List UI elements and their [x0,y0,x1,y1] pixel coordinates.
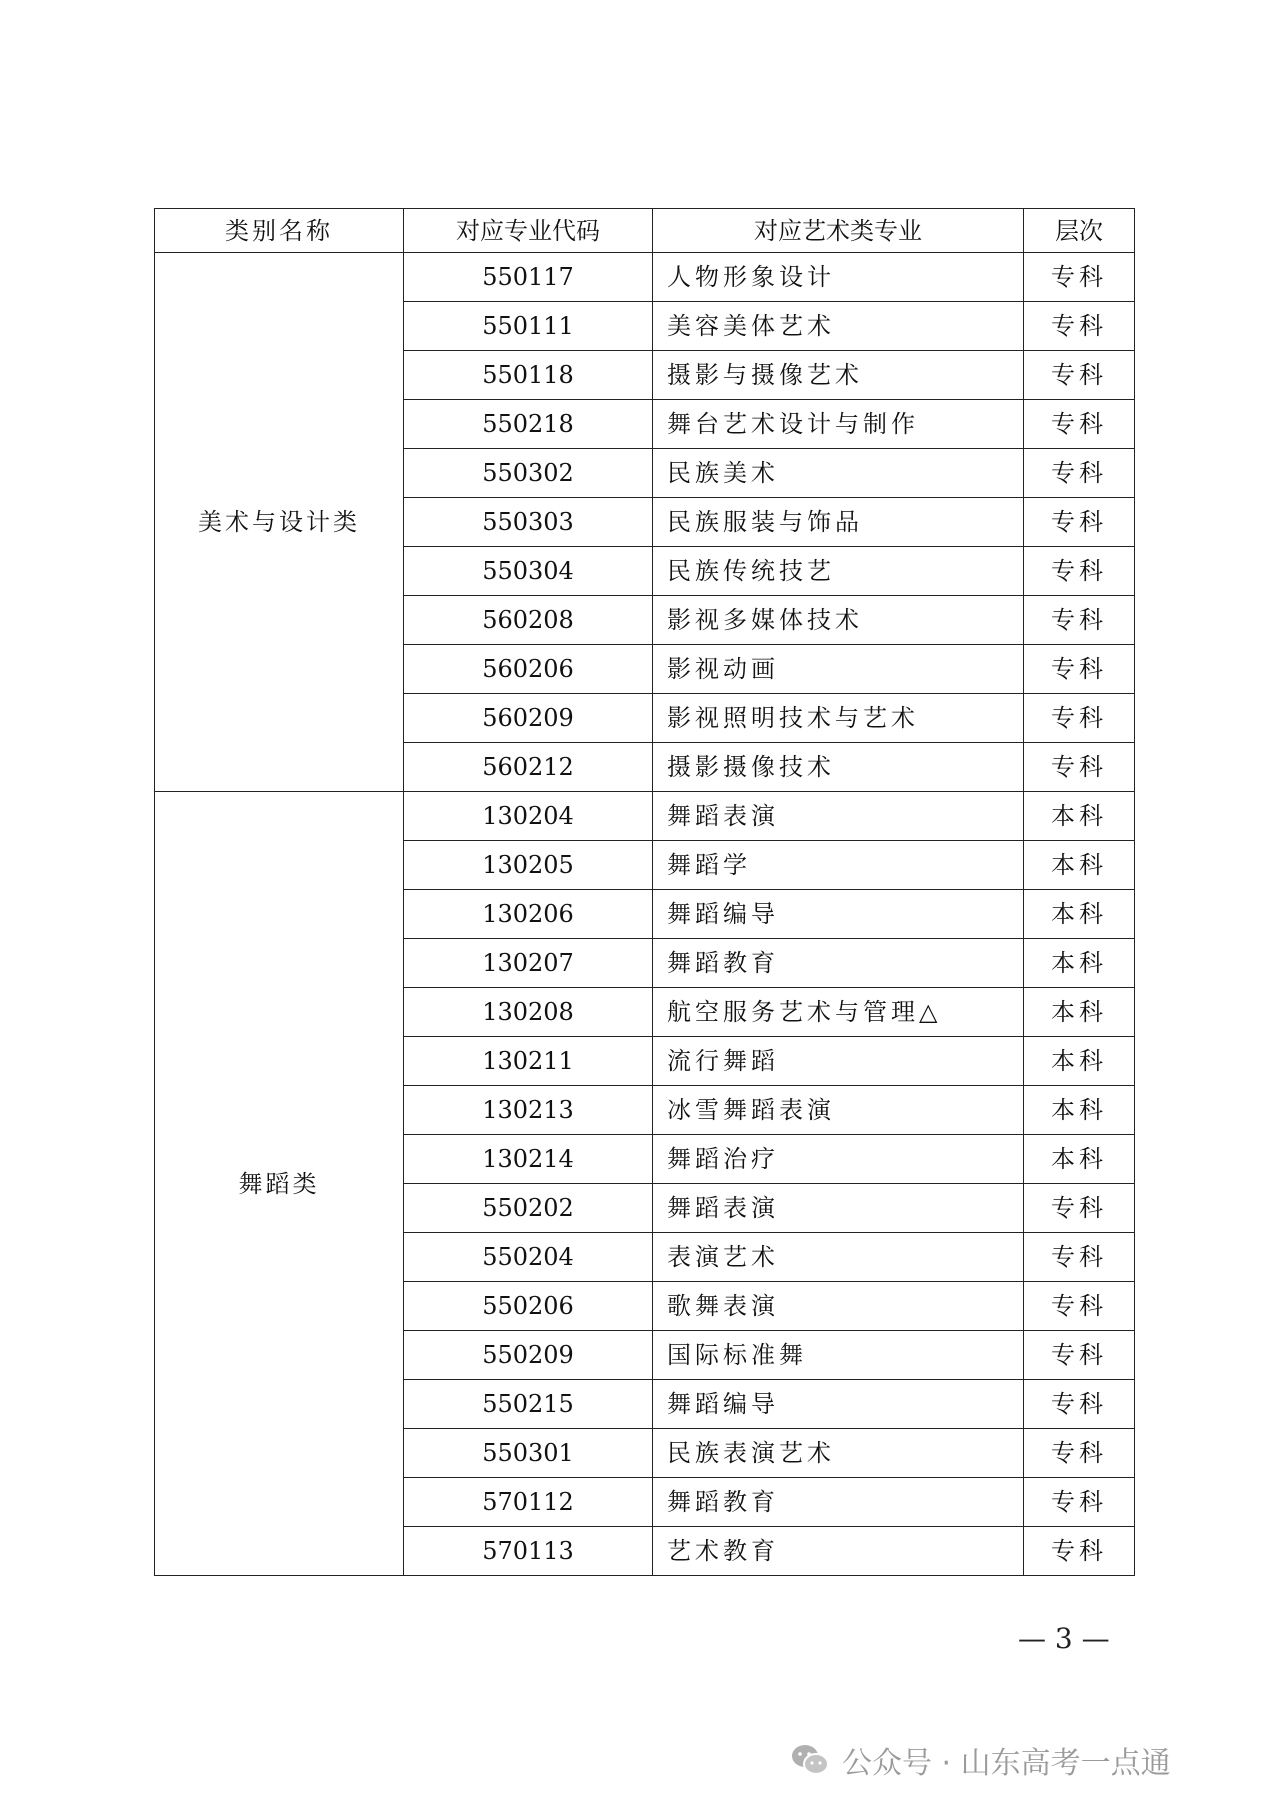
code-cell: 560208 [404,596,653,645]
table-row [155,253,1135,302]
code-cell: 550302 [404,449,653,498]
level-cell: 专科 [1024,253,1135,302]
code-cell: 570112 [404,1478,653,1527]
header-code: 对应专业代码 [404,209,653,253]
major-cell: 人物形象设计 [653,253,1024,302]
major-cell: 歌舞表演 [653,1282,1024,1331]
level-cell: 专科 [1024,351,1135,400]
header-row [155,209,1135,253]
major-cell: 表演艺术 [653,1233,1024,1282]
major-cell: 舞蹈表演 [653,792,1024,841]
code-cell: 550304 [404,547,653,596]
level-cell: 专科 [1024,1282,1135,1331]
major-cell: 冰雪舞蹈表演 [653,1086,1024,1135]
level-cell: 本科 [1024,988,1135,1037]
major-cell: 影视照明技术与艺术 [653,694,1024,743]
level-cell: 专科 [1024,547,1135,596]
header-major: 对应艺术类专业 [653,209,1024,253]
code-cell: 550218 [404,400,653,449]
table-body [155,253,1135,1576]
header-level: 层次 [1024,209,1135,253]
code-cell: 550301 [404,1429,653,1478]
level-cell: 专科 [1024,1184,1135,1233]
major-cell: 舞蹈教育 [653,1478,1024,1527]
major-cell: 舞蹈编导 [653,890,1024,939]
level-cell: 专科 [1024,596,1135,645]
code-cell: 560206 [404,645,653,694]
code-cell: 570113 [404,1527,653,1576]
category-cell: 美术与设计类 [155,253,404,792]
code-cell: 550206 [404,1282,653,1331]
major-cell: 航空服务艺术与管理△ [653,988,1024,1037]
major-cell: 摄影摄像技术 [653,743,1024,792]
code-cell: 550118 [404,351,653,400]
code-cell: 550111 [404,302,653,351]
code-cell: 130214 [404,1135,653,1184]
level-cell: 专科 [1024,1478,1135,1527]
major-cell: 舞蹈治疗 [653,1135,1024,1184]
level-cell: 专科 [1024,302,1135,351]
major-cell: 民族表演艺术 [653,1429,1024,1478]
level-cell: 本科 [1024,841,1135,890]
code-cell: 550204 [404,1233,653,1282]
header-category: 类别名称 [155,209,404,253]
level-cell: 专科 [1024,694,1135,743]
page-number: — 3 — [1018,1622,1110,1655]
major-cell: 摄影与摄像艺术 [653,351,1024,400]
level-cell: 本科 [1024,792,1135,841]
major-cell: 影视多媒体技术 [653,596,1024,645]
level-cell: 专科 [1024,645,1135,694]
category-cell: 舞蹈类 [155,792,404,1576]
watermark-text: 公众号 · 山东高考一点通 [842,1746,1171,1781]
major-cell: 艺术教育 [653,1527,1024,1576]
level-cell: 专科 [1024,743,1135,792]
code-cell: 130207 [404,939,653,988]
level-cell: 本科 [1024,890,1135,939]
major-cell: 流行舞蹈 [653,1037,1024,1086]
major-cell: 舞蹈教育 [653,939,1024,988]
major-cell: 民族传统技艺 [653,547,1024,596]
major-cell: 舞蹈表演 [653,1184,1024,1233]
code-cell: 560209 [404,694,653,743]
level-cell: 专科 [1024,449,1135,498]
major-cell: 舞蹈学 [653,841,1024,890]
code-cell: 560212 [404,743,653,792]
code-cell: 550117 [404,253,653,302]
code-cell: 550215 [404,1380,653,1429]
majors-table [154,208,1135,1576]
code-cell: 130205 [404,841,653,890]
code-cell: 130208 [404,988,653,1037]
level-cell: 专科 [1024,1233,1135,1282]
level-cell: 专科 [1024,400,1135,449]
code-cell: 550209 [404,1331,653,1380]
code-cell: 130206 [404,890,653,939]
table-header [155,209,1135,253]
level-cell: 专科 [1024,1429,1135,1478]
level-cell: 本科 [1024,1086,1135,1135]
major-cell: 舞蹈编导 [653,1380,1024,1429]
level-cell: 专科 [1024,1331,1135,1380]
level-cell: 本科 [1024,939,1135,988]
code-cell: 130211 [404,1037,653,1086]
major-cell: 影视动画 [653,645,1024,694]
major-cell: 民族美术 [653,449,1024,498]
major-cell: 国际标准舞 [653,1331,1024,1380]
table-row [155,792,1135,841]
level-cell: 本科 [1024,1135,1135,1184]
watermark [790,1738,1171,1782]
code-cell: 550202 [404,1184,653,1233]
level-cell: 专科 [1024,1380,1135,1429]
major-cell: 舞台艺术设计与制作 [653,400,1024,449]
major-cell: 美容美体艺术 [653,302,1024,351]
code-cell: 130204 [404,792,653,841]
level-cell: 专科 [1024,1527,1135,1576]
level-cell: 本科 [1024,1037,1135,1086]
major-cell: 民族服装与饰品 [653,498,1024,547]
code-cell: 130213 [404,1086,653,1135]
level-cell: 专科 [1024,498,1135,547]
wechat-icon [790,1743,830,1777]
code-cell: 550303 [404,498,653,547]
